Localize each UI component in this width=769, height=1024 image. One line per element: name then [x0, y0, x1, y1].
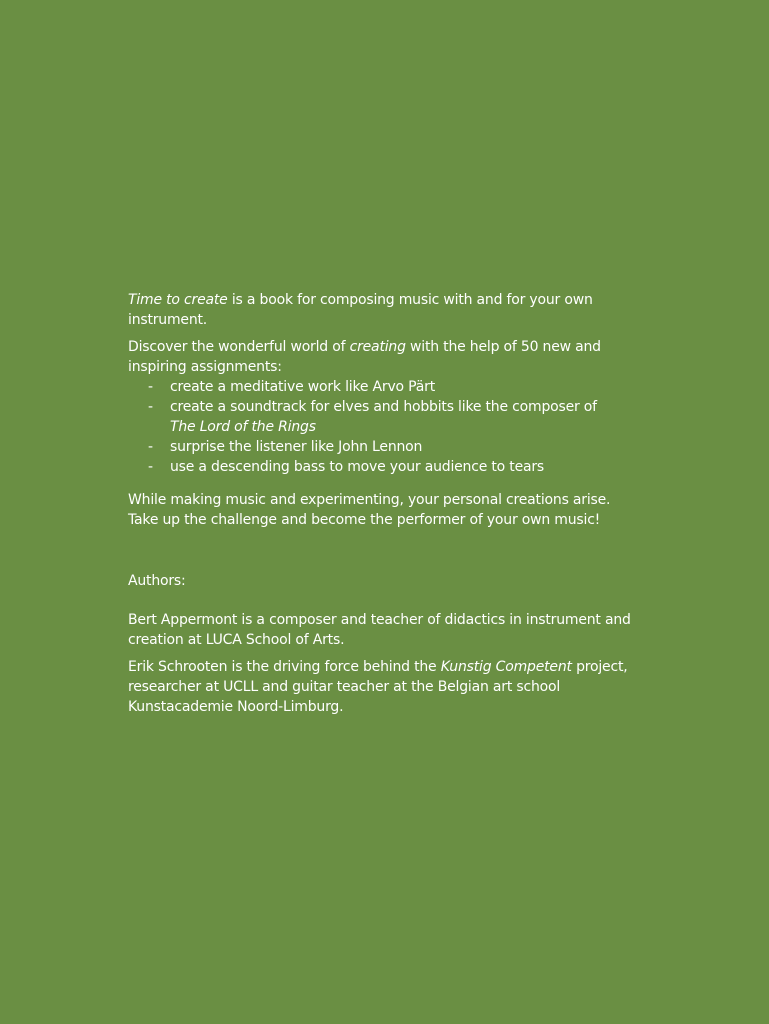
discover-text-end: with the help of 50 new and inspiring assignments: — [128, 339, 601, 375]
author-bio-appermont: Bert Appermont is a composer and teacher of didactics in instrument and creation at LUCA School of Arts. — [128, 612, 631, 648]
assignment-text: use a descending bass to move your audience to tears — [170, 459, 545, 475]
back-cover-text — [128, 290, 648, 717]
project-name: Kunstig Competent — [440, 659, 572, 675]
closing-line-2: Take up the challenge and become the performer of your own music! — [128, 512, 601, 528]
list-dash: - — [148, 399, 153, 415]
assignment-text: surprise the listener like John Lennon — [170, 439, 423, 455]
list-dash: - — [148, 459, 153, 475]
assignment-item — [128, 437, 648, 457]
assignment-text: create a meditative work like Arvo Pärt — [170, 379, 435, 395]
closing-paragraph — [128, 490, 648, 530]
discover-paragraph — [128, 337, 648, 377]
closing-line-1: While making music and experimenting, your personal creations arise. — [128, 492, 611, 508]
assignment-text: create a soundtrack for elves and hobbits like the composer of — [170, 399, 597, 415]
intro-text: is a book for composing music with and for your own instrument. — [128, 292, 593, 328]
author-bio-schrooten — [128, 657, 648, 717]
author2-text-start: Erik Schrooten is the driving force behind the — [128, 659, 441, 675]
discover-italic-word: creating — [349, 339, 406, 355]
book-title: Time to create — [128, 292, 228, 308]
assignment-italic-title: The Lord of the Rings — [170, 419, 316, 435]
intro-paragraph — [128, 290, 648, 330]
assignment-item — [128, 397, 648, 437]
author2-text-end: project, researcher at UCLL and guitar teacher at the Belgian art school Kunstacademie Noord-Limburg. — [128, 659, 628, 715]
assignment-item — [128, 457, 648, 477]
assignment-list — [128, 377, 648, 477]
discover-text-start: Discover the wonderful world of — [128, 339, 350, 355]
list-dash: - — [148, 439, 153, 455]
assignment-item — [128, 377, 648, 397]
list-dash: - — [148, 379, 153, 395]
authors-heading: Authors: — [128, 573, 186, 589]
